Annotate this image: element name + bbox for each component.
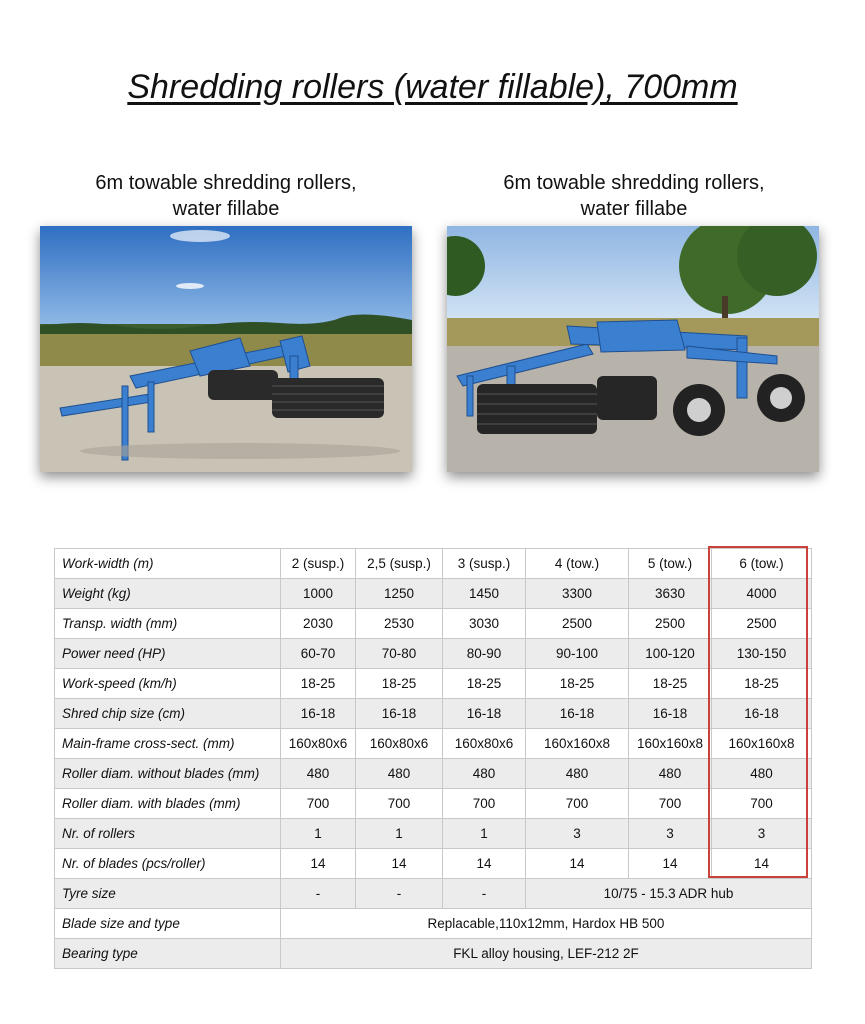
table-cell: 3630: [629, 579, 712, 609]
photo-right: [447, 226, 819, 472]
table-cell: 2500: [629, 609, 712, 639]
caption-right-line2: water fillabe: [580, 198, 688, 220]
table-cell: 3: [526, 819, 629, 849]
row-label: Bearing type: [55, 939, 281, 969]
table-row: [55, 819, 812, 849]
table-cell: 18-25: [629, 669, 712, 699]
table-cell: 6 (tow.): [712, 549, 812, 579]
table-cell: 1250: [356, 579, 443, 609]
table-cell: 3300: [526, 579, 629, 609]
table-cell: 3 (susp.): [443, 549, 526, 579]
table-cell: 1450: [443, 579, 526, 609]
table-cell: 100-120: [629, 639, 712, 669]
table-cell: 160x160x8: [712, 729, 812, 759]
table-row: [55, 849, 812, 879]
table-cell: 700: [443, 789, 526, 819]
table-cell: 700: [712, 789, 812, 819]
table-row: [55, 669, 812, 699]
table-cell: 160x80x6: [356, 729, 443, 759]
table-cell: 130-150: [712, 639, 812, 669]
table-cell: 14: [443, 849, 526, 879]
table-cell: 90-100: [526, 639, 629, 669]
row-label: Transp. width (mm): [55, 609, 281, 639]
table-cell: 4 (tow.): [526, 549, 629, 579]
table-cell: 3030: [443, 609, 526, 639]
table-cell: 14: [526, 849, 629, 879]
caption-right-line1: 6m towable shredding rollers,: [503, 172, 765, 194]
table-cell: 60-70: [281, 639, 356, 669]
photo-right-image: [447, 226, 819, 472]
table-cell: 16-18: [356, 699, 443, 729]
table-cell: -: [281, 879, 356, 909]
table-cell: 14: [629, 849, 712, 879]
table-cell: 480: [629, 759, 712, 789]
photo-left: [40, 226, 412, 472]
table-row-tyre: [55, 879, 812, 909]
table-row: [55, 549, 812, 579]
row-label: Work-speed (km/h): [55, 669, 281, 699]
table-cell: 16-18: [712, 699, 812, 729]
table-cell: 80-90: [443, 639, 526, 669]
table-cell: 3: [629, 819, 712, 849]
caption-left: [36, 170, 416, 222]
table-cell: 18-25: [356, 669, 443, 699]
table-cell: 480: [281, 759, 356, 789]
table-row: [55, 639, 812, 669]
table-cell: -: [356, 879, 443, 909]
table-cell: 480: [526, 759, 629, 789]
table-row: [55, 579, 812, 609]
table-cell: 480: [356, 759, 443, 789]
table-cell-bearing: FKL alloy housing, LEF-212 2F: [281, 939, 812, 969]
row-label: Nr. of rollers: [55, 819, 281, 849]
table-cell: 1: [356, 819, 443, 849]
table-row: [55, 729, 812, 759]
row-label: Roller diam. with blades (mm): [55, 789, 281, 819]
row-label: Tyre size: [55, 879, 281, 909]
row-label: Power need (HP): [55, 639, 281, 669]
table-cell: 160x160x8: [629, 729, 712, 759]
row-label: Nr. of blades (pcs/roller): [55, 849, 281, 879]
table-cell: 14: [712, 849, 812, 879]
caption-right: [444, 170, 824, 222]
page-title: Shredding rollers (water fillable), 700mm: [127, 68, 738, 106]
table-cell: 16-18: [526, 699, 629, 729]
table-cell: 160x80x6: [281, 729, 356, 759]
table-cell: 1: [443, 819, 526, 849]
table-cell: 480: [712, 759, 812, 789]
table-cell-towed-tyre: 10/75 - 15.3 ADR hub: [526, 879, 812, 909]
table-cell: 16-18: [629, 699, 712, 729]
table-cell: 1000: [281, 579, 356, 609]
table-cell: 2500: [712, 609, 812, 639]
table-cell: 16-18: [443, 699, 526, 729]
table-cell: 16-18: [281, 699, 356, 729]
specs-table: [54, 548, 812, 969]
table-cell: 700: [356, 789, 443, 819]
table-cell: -: [443, 879, 526, 909]
row-label: Work-width (m): [55, 549, 281, 579]
table-cell: 5 (tow.): [629, 549, 712, 579]
table-row: [55, 699, 812, 729]
table-cell: 3: [712, 819, 812, 849]
row-label: Weight (kg): [55, 579, 281, 609]
table-cell: 2500: [526, 609, 629, 639]
table-cell: 18-25: [712, 669, 812, 699]
table-cell: 14: [356, 849, 443, 879]
table-row: [55, 759, 812, 789]
row-label: Blade size and type: [55, 909, 281, 939]
table-cell: 2 (susp.): [281, 549, 356, 579]
table-cell: 70-80: [356, 639, 443, 669]
table-row: [55, 609, 812, 639]
table-cell: 700: [526, 789, 629, 819]
table-cell: 2030: [281, 609, 356, 639]
table-cell: 700: [281, 789, 356, 819]
table-cell: 14: [281, 849, 356, 879]
table-row-bearing: [55, 939, 812, 969]
photo-left-image: [40, 226, 412, 472]
table-cell: 2530: [356, 609, 443, 639]
table-cell: 4000: [712, 579, 812, 609]
table-cell: 18-25: [526, 669, 629, 699]
row-label: Shred chip size (cm): [55, 699, 281, 729]
table-cell: 2,5 (susp.): [356, 549, 443, 579]
table-cell: 480: [443, 759, 526, 789]
row-label: Main-frame cross-sect. (mm): [55, 729, 281, 759]
table-cell: 18-25: [443, 669, 526, 699]
table-cell: 160x80x6: [443, 729, 526, 759]
table-cell: 700: [629, 789, 712, 819]
table-cell: 18-25: [281, 669, 356, 699]
row-label: Roller diam. without blades (mm): [55, 759, 281, 789]
table-cell: 1: [281, 819, 356, 849]
table-row-blade: [55, 909, 812, 939]
table-row: [55, 789, 812, 819]
table-cell-blade: Replacable,110x12mm, Hardox HB 500: [281, 909, 812, 939]
caption-left-line1: 6m towable shredding rollers,: [95, 172, 357, 194]
table-cell: 160x160x8: [526, 729, 629, 759]
caption-left-line2: water fillabe: [172, 198, 280, 220]
